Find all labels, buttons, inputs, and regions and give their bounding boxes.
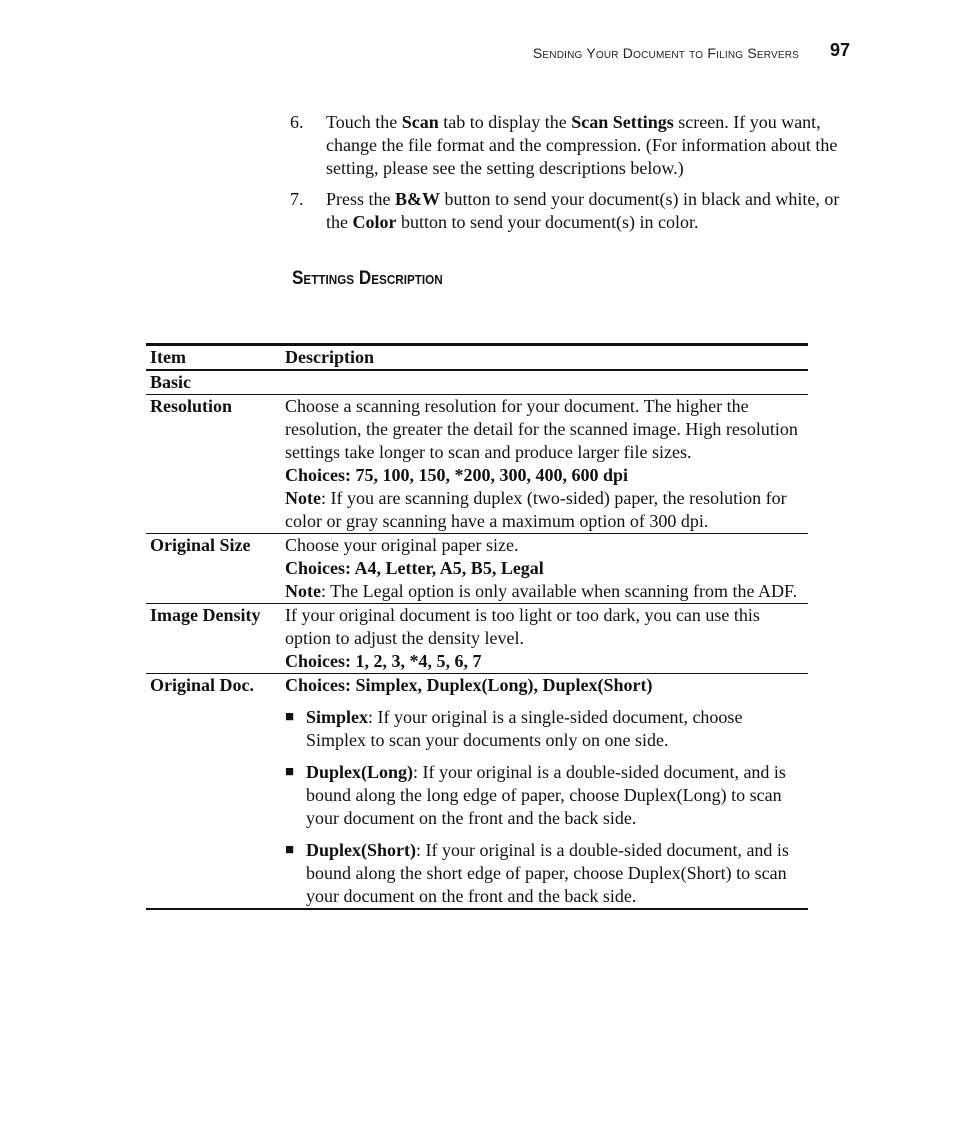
bullet-term: Simplex <box>306 707 369 727</box>
step-text-part: screen. If you want, change the file format and the compression. (For information about the setting, please see the setting descriptions below.) <box>326 112 838 178</box>
bullet-body-text: : If your original is a single-sided document, choose Simplex to scan your documents only on one side. <box>306 707 743 750</box>
choices-text: Choices: 1, 2, 3, *4, 5, 6, 7 <box>285 651 482 671</box>
description-cell <box>281 534 808 604</box>
step-number: 7. <box>290 189 304 209</box>
step-text-part: Press the <box>326 189 395 209</box>
table-row <box>146 534 808 604</box>
table-row <box>146 674 808 910</box>
bullet-term: Duplex(Long) <box>306 762 414 782</box>
settings-table <box>146 343 808 910</box>
bullet-text <box>306 839 804 908</box>
step-number: 6. <box>290 112 304 132</box>
bullet-text <box>306 706 804 752</box>
list-item <box>285 839 804 908</box>
step-text <box>326 188 850 234</box>
step-item <box>290 111 850 180</box>
square-bullet-icon: ■ <box>285 764 295 780</box>
section-heading: Settings Description <box>292 268 443 289</box>
note-body: : The Legal option is only available when scanning from the ADF. <box>320 581 798 601</box>
note-body: : If you are scanning duplex (two-sided) paper, the resolution for color or gray scanning have a maximum option of 300 dpi. <box>285 488 787 531</box>
note-text <box>285 580 804 603</box>
step-list <box>290 111 850 242</box>
column-header-description: Description <box>285 347 374 367</box>
step-text-bold: Scan <box>401 112 439 132</box>
step-text-part: tab to display the <box>438 112 572 132</box>
item-label-image-density: Image Density <box>146 604 281 674</box>
choices-text: Choices: A4, Letter, A5, B5, Legal <box>285 558 544 578</box>
item-label-resolution: Resolution <box>146 395 281 534</box>
group-label-basic: Basic <box>146 370 808 395</box>
item-label-original-size: Original Size <box>146 534 281 604</box>
table-row <box>146 604 808 674</box>
choices-text: Choices: Simplex, Duplex(Long), Duplex(Short) <box>285 675 653 695</box>
note-label: Note <box>285 488 321 508</box>
description-cell <box>281 395 808 534</box>
step-text-bold: Color <box>352 212 397 232</box>
step-text-bold: Scan Settings <box>571 112 674 132</box>
list-item <box>285 706 804 752</box>
bullet-text <box>306 761 804 830</box>
step-text <box>326 111 850 180</box>
square-bullet-icon: ■ <box>285 842 295 858</box>
description-cell <box>281 604 808 674</box>
step-item <box>290 188 850 234</box>
description-text: Choose a scanning resolution for your document. The higher the resolution, the greater the detail for the scanned image. High resolution settings take longer to scan and produce larger file sizes. <box>285 396 798 462</box>
bullet-body-text: : If your original is a double-sided document, and is bound along the long edge of paper, choose Duplex(Long) to scan your document on the front and the back side. <box>306 762 786 828</box>
choices-text: Choices: 75, 100, 150, *200, 300, 400, 600 dpi <box>285 465 629 485</box>
description-text: Choose your original paper size. <box>285 535 519 555</box>
description-cell <box>281 674 808 910</box>
column-header-item: Item <box>150 347 186 367</box>
bullet-term: Duplex(Short) <box>306 840 417 860</box>
table-row <box>146 395 808 534</box>
page-number: 97 <box>830 40 851 60</box>
list-item <box>285 761 804 830</box>
step-text-part: button to send your document(s) in black and white, or the <box>326 189 840 232</box>
note-label: Note <box>285 581 321 601</box>
bullet-body-text: : If your original is a double-sided document, and is bound along the short edge of paper, choose Duplex(Short) to scan your document on the front and the back side. <box>306 840 789 906</box>
running-header-title: Sending Your Document to Filing Servers <box>532 45 799 61</box>
table-header-row <box>146 345 808 371</box>
description-text: If your original document is too light or too dark, you can use this option to adjust the density level. <box>285 605 760 648</box>
group-row <box>146 370 808 395</box>
square-bullet-icon: ■ <box>285 709 295 725</box>
step-text-bold: B&W <box>395 189 440 209</box>
item-label-original-doc: Original Doc. <box>146 674 281 910</box>
step-text-part: button to send your document(s) in color. <box>396 212 699 232</box>
step-text-part: Touch the <box>326 112 402 132</box>
note-text <box>285 487 804 533</box>
